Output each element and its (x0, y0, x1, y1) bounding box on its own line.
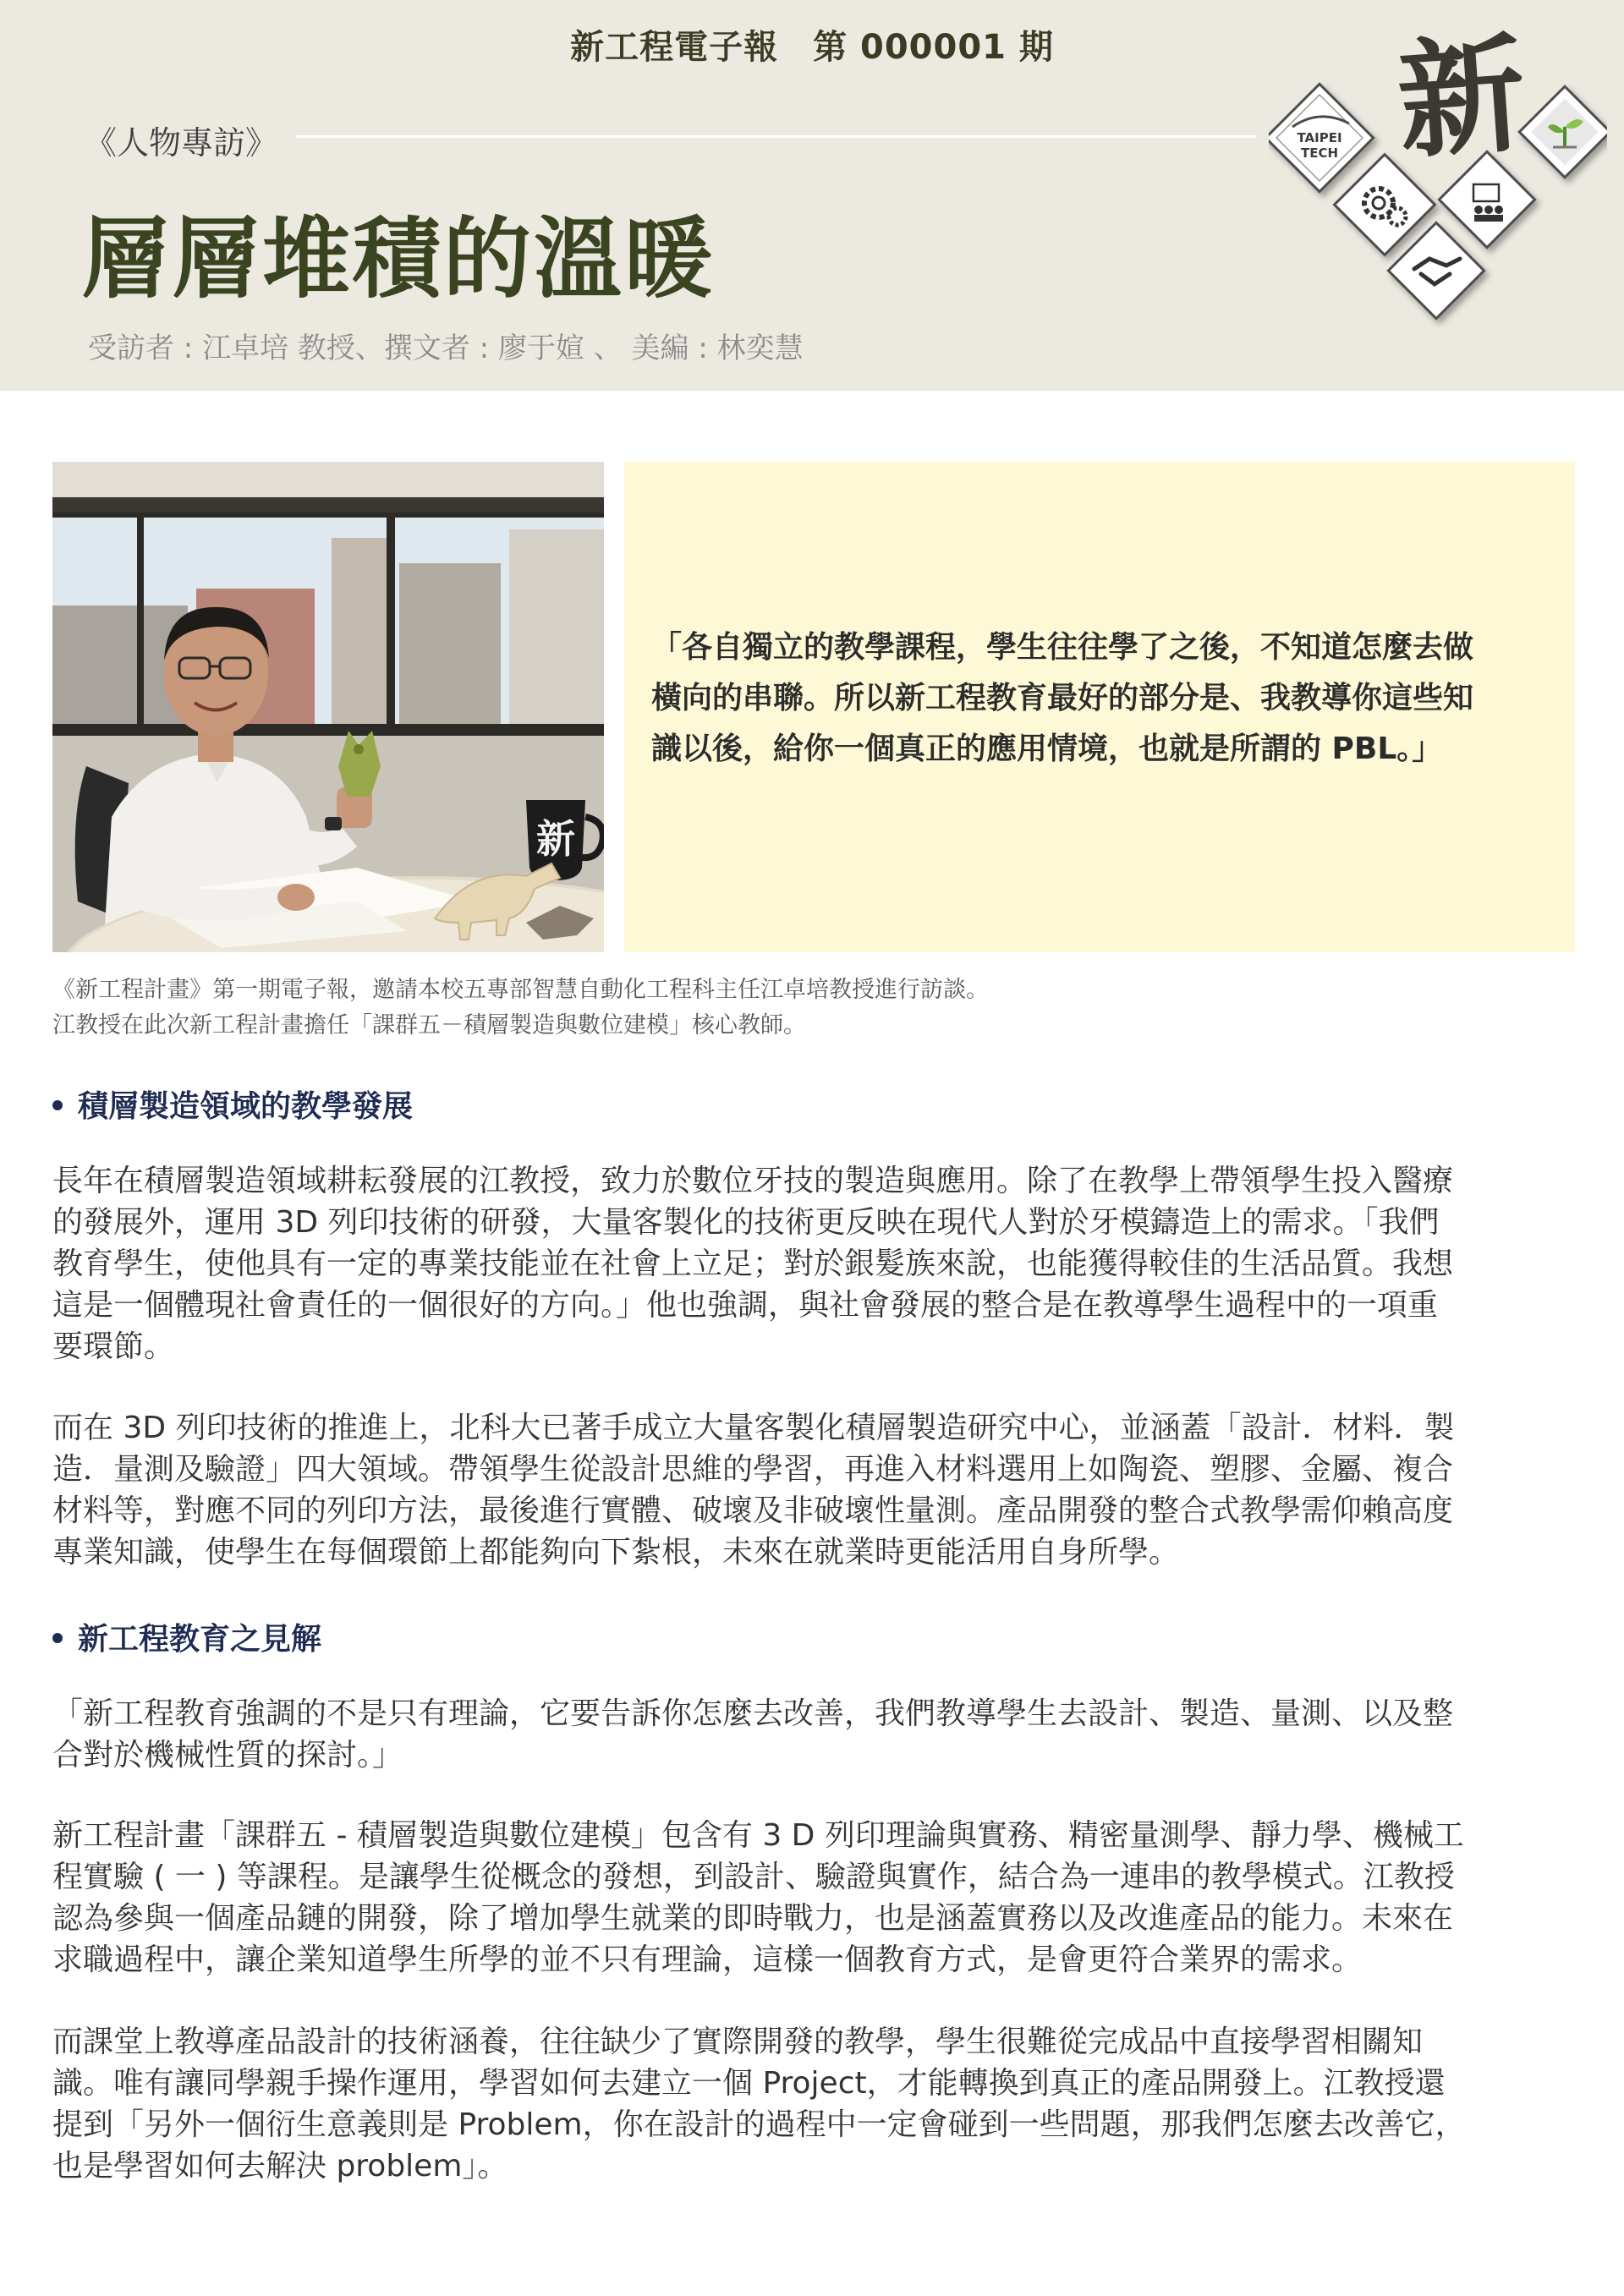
seedling-icon (1519, 86, 1607, 177)
body-paragraph (52, 2021, 1575, 2187)
paragraph-line: 專業知識，使學生在每個環節上都能夠向下紮根，未來在就業時更能活用自身所學。 (52, 1535, 1180, 1570)
paragraph-line: 識。唯有讓同學親手操作運用，學習如何去建立一個 Project，才能轉換到真正的產品開發上。江教授還 (52, 2066, 1446, 2101)
paragraph-line: 材料等，對應不同的列印方法，最後進行實體、破壞及非破壞性量測。產品開發的整合式教學需仰賴高度 (52, 1493, 1454, 1528)
section-heading (52, 1615, 321, 1658)
paragraph-line: 教育學生，使他具有一定的專業技能並在社會上立足；對於銀髮族來說，也能獲得較佳的生活品質。我想 (52, 1247, 1454, 1281)
paragraph-line: 造．量測及驗證」四大領域。帶領學生從設計思維的學習，再進入材料選用上如陶瓷、塑膠、金屬、複合 (52, 1452, 1454, 1487)
header-band (0, 0, 1624, 391)
taipei-tech-diamond (1269, 84, 1374, 191)
svg-text:TAIPEI: TAIPEI (1297, 130, 1342, 145)
svg-text:TECH: TECH (1300, 145, 1339, 161)
paragraph-line: 程實驗 ( 一 ) 等課程。是讓學生從概念的發想，到設計、驗證與實作，結合為一連串的教學模式。江教授 (52, 1860, 1455, 1894)
paragraph-line: 合對於機械性質的探討。」 (52, 1738, 403, 1773)
section-heading-text: 新工程教育之見解 (78, 1622, 322, 1657)
pull-quote-line: 識以後，給你一個真正的應用情境，也就是所謂的 PBL。」 (651, 732, 1443, 766)
bullet-icon (52, 1100, 63, 1110)
paragraph-line: 的發展外，運用 3D 列印技術的研發，大量客製化的技術更反映在現代人對於牙模鑄造上的需求。「我們 (52, 1205, 1440, 1240)
pull-quote-line: 橫向的串聯。所以新工程教育最好的部分是、我教導你這些知 (651, 681, 1474, 715)
body-paragraph (52, 1815, 1575, 1981)
pull-quote-line: 「各自獨立的教學課程，學生往往學了之後，不知道怎麼去做 (651, 630, 1474, 665)
paragraph-line: 要環節。 (52, 1329, 175, 1364)
newsletter-logo (1269, 15, 1607, 328)
paragraph-line: 也是學習如何去解決 problem」。 (52, 2149, 508, 2184)
paragraph-line: 提到「另外一個衍生意義則是 Problem，你在設計的過程中一定會碰到一些問題，那我們怎麼去改善它， (52, 2107, 1466, 2142)
section-heading-text: 積層製造領域的教學發展 (78, 1089, 414, 1124)
paragraph-line: 「新工程教育強調的不是只有理論，它要告訴你怎麼去改善，我們教導學生去設計、製造、量測、以及整 (52, 1696, 1454, 1731)
caption-line: 《新工程計畫》第一期電子報，邀請本校五專部智慧自動化工程科主任江卓培教授進行訪談。 (52, 977, 989, 1003)
paragraph-line: 新工程計畫「課群五 - 積層製造與數位建模」包含有 3 D 列印理論與實務、精密量測學、靜力學、機械工 (52, 1818, 1464, 1853)
paragraph-line: 求職過程中，讓企業知道學生所學的並不只有理論，這樣一個教育方式，是會更符合業界的需求。 (52, 1943, 1363, 1977)
body-paragraph (52, 1407, 1575, 1573)
interview-photo-illustration (52, 462, 604, 952)
body-paragraph (52, 1693, 1575, 1776)
byline: 受訪者 : 江卓培 教授、撰文者 : 廖于媗 、 美編 : 林奕慧 (88, 332, 804, 365)
paragraph-line: 長年在積層製造領域耕耘發展的江教授，致力於數位牙技的製造與應用。除了在教學上帶領學生投入醫療 (52, 1164, 1454, 1198)
calligraphy-character: 新 (1392, 19, 1530, 178)
bullet-icon (52, 1633, 63, 1643)
interview-photo (52, 462, 604, 952)
divider (296, 135, 1256, 138)
issue-title: 新工程電子報 第 000001 期 (570, 28, 1054, 67)
photo-caption (52, 973, 1575, 1044)
caption-line: 江教授在此次新工程計畫擔任「課群五－積層製造與數位建模」核心教師。 (52, 1012, 806, 1038)
body-paragraph (52, 1160, 1575, 1367)
column-tag: 《人物專訪》 (85, 124, 278, 162)
paragraph-line: 而在 3D 列印技術的推進上，北科大已著手成立大量客製化積層製造研究中心，並涵蓋「設計．材料．製 (52, 1411, 1455, 1445)
pull-quote (651, 622, 1556, 775)
paragraph-line: 這是一個體現社會責任的一個很好的方向。」他也強調，與社會發展的整合是在教導學生過程中的一項重 (52, 1288, 1439, 1323)
paragraph-line: 認為參與一個產品鏈的開發，除了增加學生就業的即時戰力，也是涵蓋實務以及改進產品的能力。未來在 (52, 1901, 1454, 1936)
section-heading (52, 1082, 413, 1126)
page-title: 層層堆積的溫暖 (81, 207, 716, 310)
mug-character: 新 (536, 816, 575, 862)
paragraph-line: 而課堂上教導產品設計的技術涵養，往往缺少了實際開發的教學，學生很難從完成品中直接學習相關知 (52, 2025, 1424, 2059)
